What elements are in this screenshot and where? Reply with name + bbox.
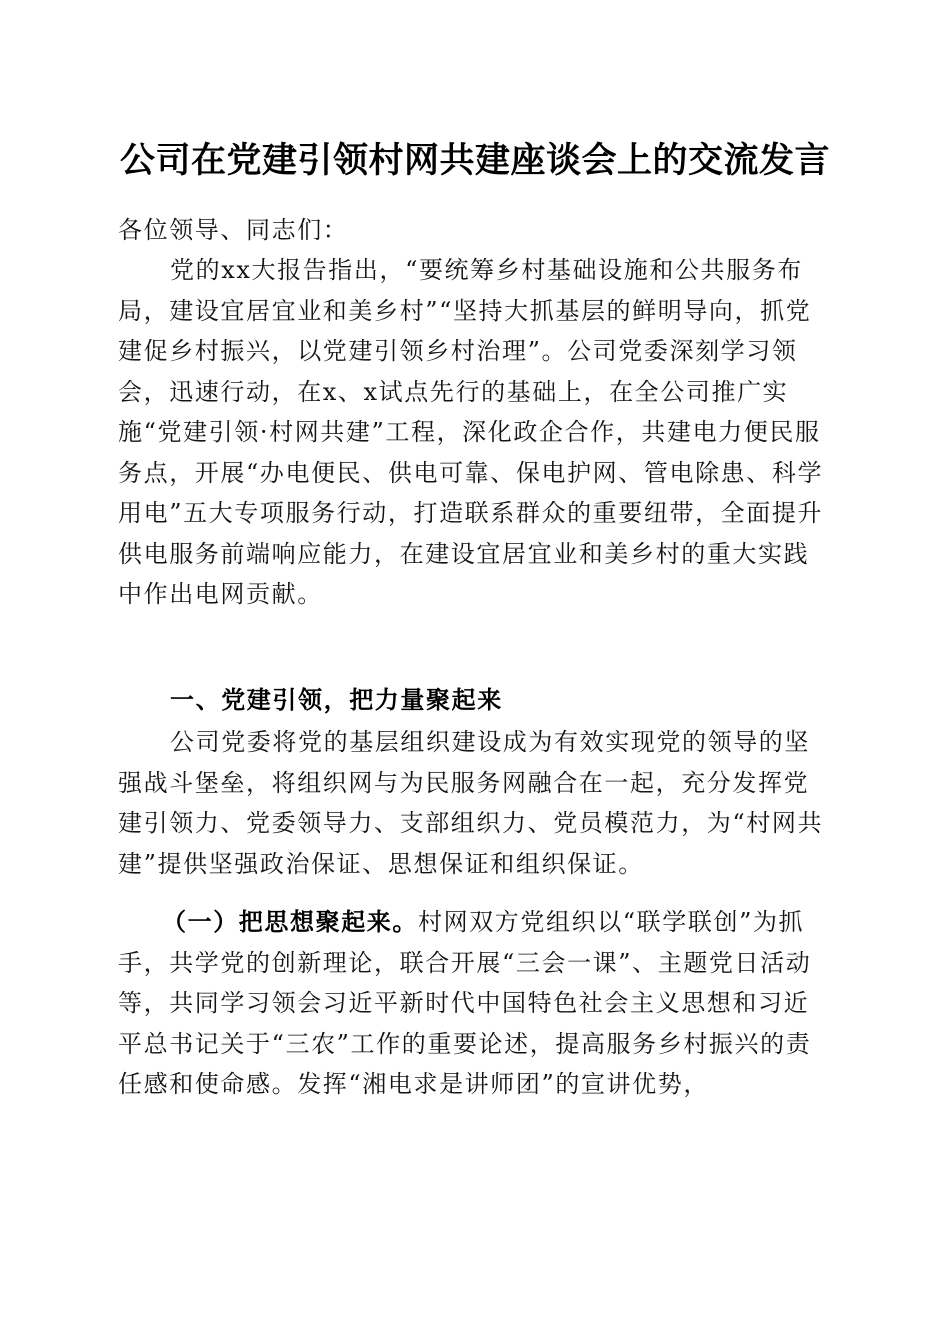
subsection-1-text: 村网双方党组织以“联学联创”为抓手，共学党的创新理论，联合开展“三会一课”、主题党日活动等，共同学习领会习近平新时代中国特色社会主义思想和习近平总书记关于“三农”工作的重要论述，提高服务乡村振兴的责任感和使命感。发挥“湘电求是讲师团”的宣讲优势， [118,908,812,1098]
section-1-paragraph: 公司党委将党的基层组织建设成为有效实现党的领导的坚强战斗堡垒，将组织网与为民服务网融合在一起，充分发挥党建引领力、党委领导力、支部组织力、党员模范力，为“村网共建”提供坚强政治保证、思想保证和组织保证。 [118,728,824,878]
subsection-1-lead: （一）把思想聚起来。 [162,907,418,936]
section-heading-1: 一、党建引领，把力量聚起来 [170,685,503,714]
subsection-1-paragraph [118,902,832,1105]
document-title: 公司在党建引领村网共建座谈会上的交流发言 [119,140,830,181]
intro-paragraph: 党的xx大报告指出，“要统筹乡村基础设施和公共服务布局，建设宜居宜业和美乡村”“坚持大抓基层的鲜明导向，抓党建促乡村振兴，以党建引领乡村治理”。公司党委深刻学习领会，迅速行动，在x、x试点先行的基础上，在全公司推广实施“党建引领·村网共建”工程，深化政企合作，共建电力便民服务点，开展“办电便民、供电可靠、保电护网、管电除患、科学用电”五大专项服务行动，打造联系群众的重要纽带，全面提升供电服务前端响应能力，在建设宜居宜业和美乡村的重大实践中作出电网贡献。 [118,256,824,608]
salutation: 各位领导、同志们： [118,216,349,244]
